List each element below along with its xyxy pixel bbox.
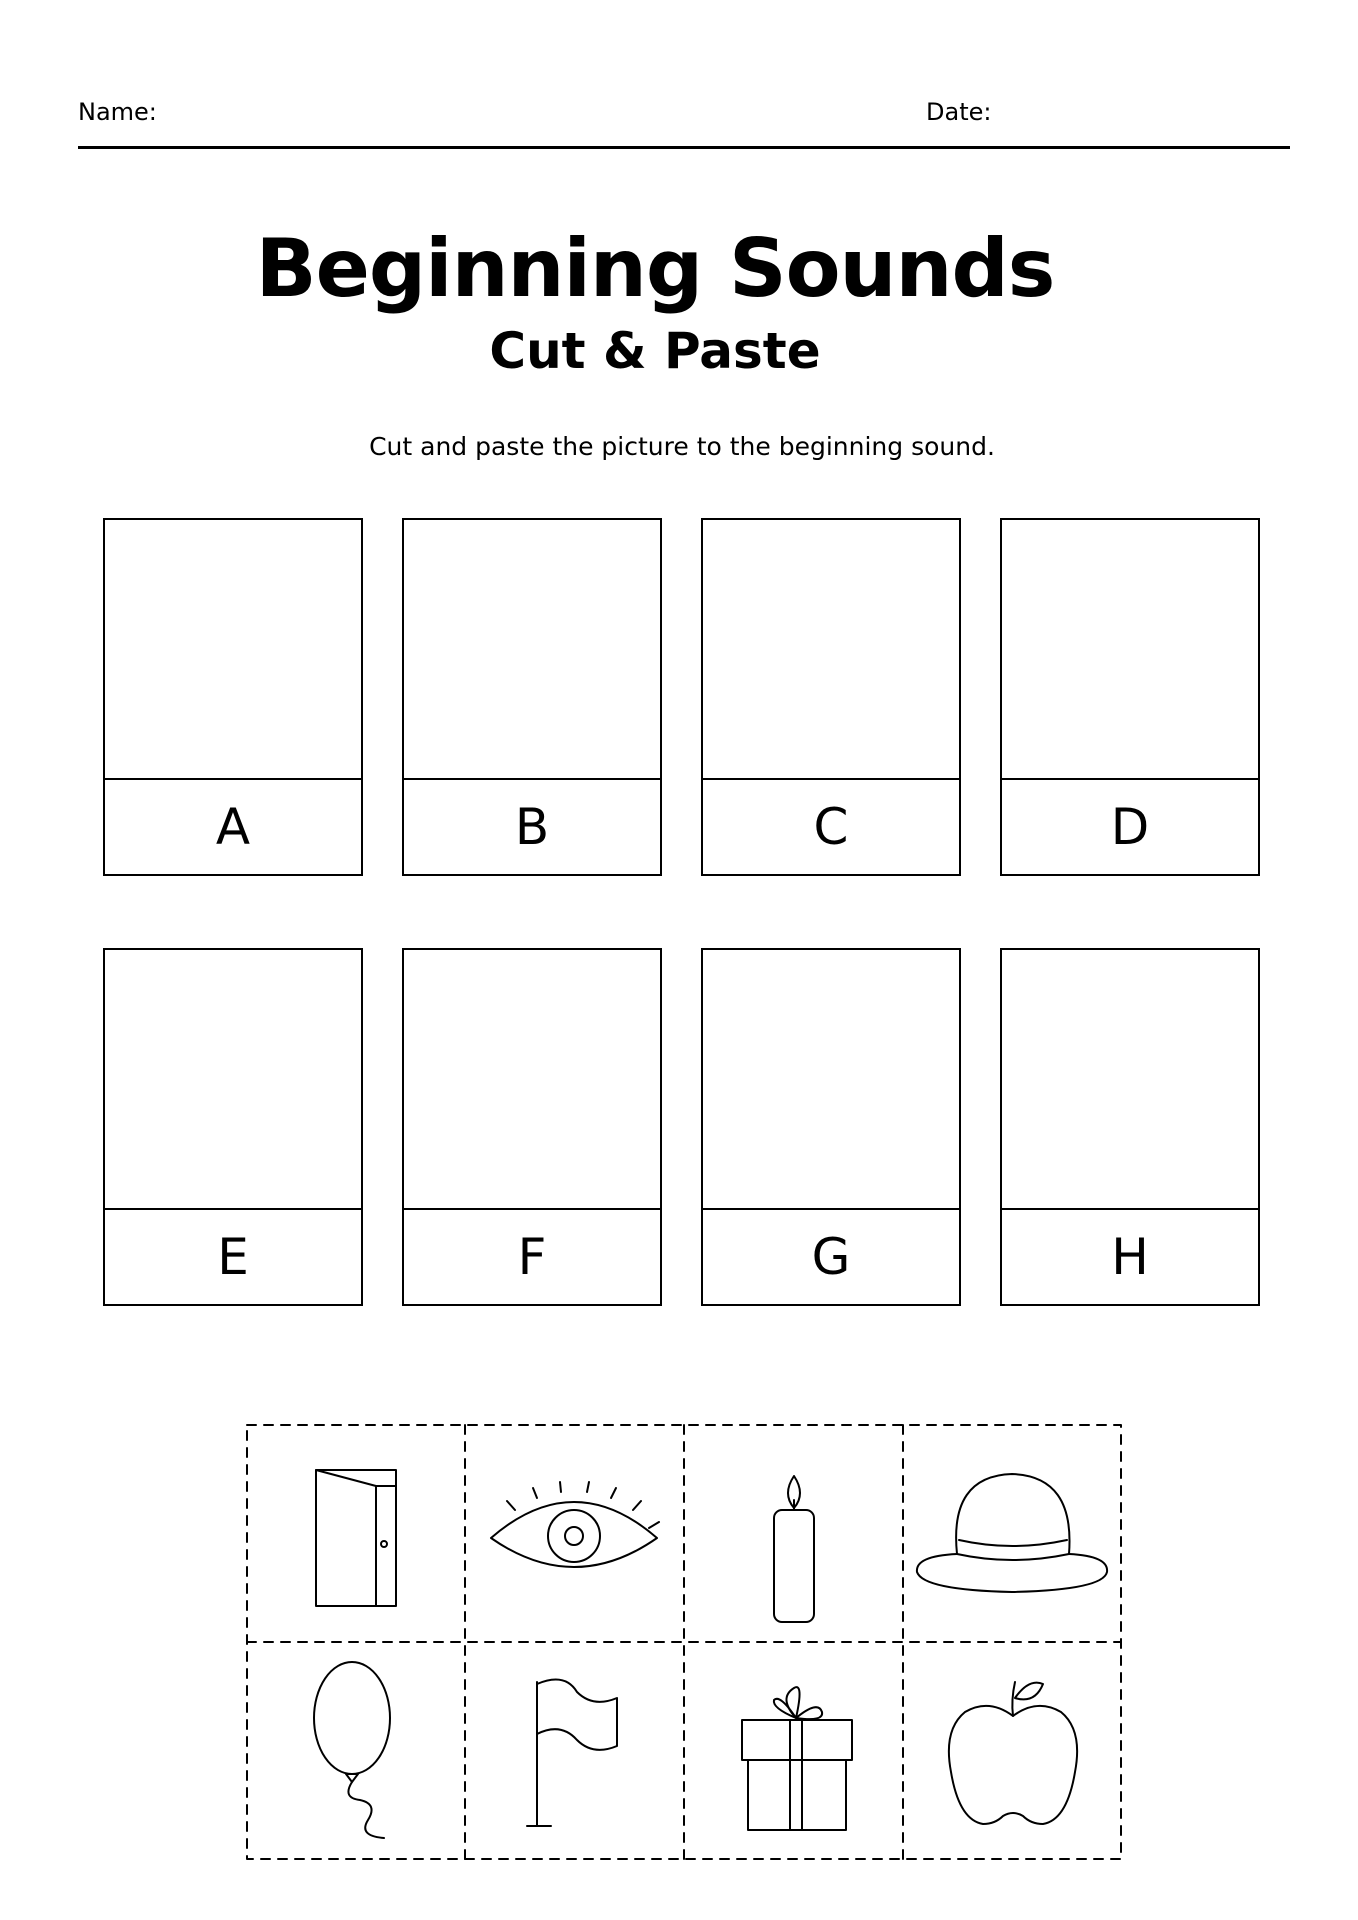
letter-card-c bbox=[701, 518, 961, 876]
eye-icon[interactable] bbox=[491, 1482, 659, 1567]
card-letter: A bbox=[215, 797, 251, 856]
card-letter: C bbox=[813, 797, 849, 856]
paste-area[interactable] bbox=[404, 520, 660, 780]
paste-area[interactable] bbox=[404, 950, 660, 1210]
letter-card-g bbox=[701, 948, 961, 1306]
page-subtitle: Cut & Paste bbox=[489, 322, 821, 380]
date-label: Date: bbox=[926, 98, 992, 126]
letter-card-d bbox=[1000, 518, 1260, 876]
paste-area[interactable] bbox=[703, 950, 959, 1210]
cutout-picture-grid bbox=[246, 1424, 1122, 1860]
paste-area[interactable] bbox=[105, 520, 361, 780]
card-letter: D bbox=[1110, 797, 1150, 856]
flag-icon[interactable] bbox=[527, 1680, 617, 1827]
gift-icon[interactable] bbox=[742, 1687, 852, 1830]
letter-card-h bbox=[1000, 948, 1260, 1306]
card-letter: H bbox=[1111, 1227, 1149, 1286]
paste-area[interactable] bbox=[703, 520, 959, 780]
cut-lines bbox=[247, 1425, 1121, 1859]
page-title: Beginning Sounds bbox=[255, 222, 1055, 315]
instructions: Cut and paste the picture to the beginning sound. bbox=[369, 432, 995, 461]
letter-card-e bbox=[103, 948, 363, 1306]
paste-area[interactable] bbox=[1002, 520, 1258, 780]
card-letter: B bbox=[514, 797, 550, 856]
name-label: Name: bbox=[78, 98, 157, 126]
letter-card-b bbox=[402, 518, 662, 876]
paste-area[interactable] bbox=[1002, 950, 1258, 1210]
header-rule bbox=[78, 146, 1290, 149]
door-icon[interactable] bbox=[316, 1470, 396, 1606]
letter-card-a bbox=[103, 518, 363, 876]
paste-area[interactable] bbox=[105, 950, 361, 1210]
card-letter: F bbox=[517, 1227, 547, 1286]
card-letter: E bbox=[217, 1227, 249, 1286]
letter-card-f bbox=[402, 948, 662, 1306]
apple-icon[interactable] bbox=[949, 1682, 1077, 1824]
hat-icon[interactable] bbox=[917, 1474, 1107, 1592]
candle-icon[interactable] bbox=[774, 1476, 814, 1622]
balloon-icon[interactable] bbox=[314, 1662, 390, 1838]
card-letter: G bbox=[811, 1227, 851, 1286]
